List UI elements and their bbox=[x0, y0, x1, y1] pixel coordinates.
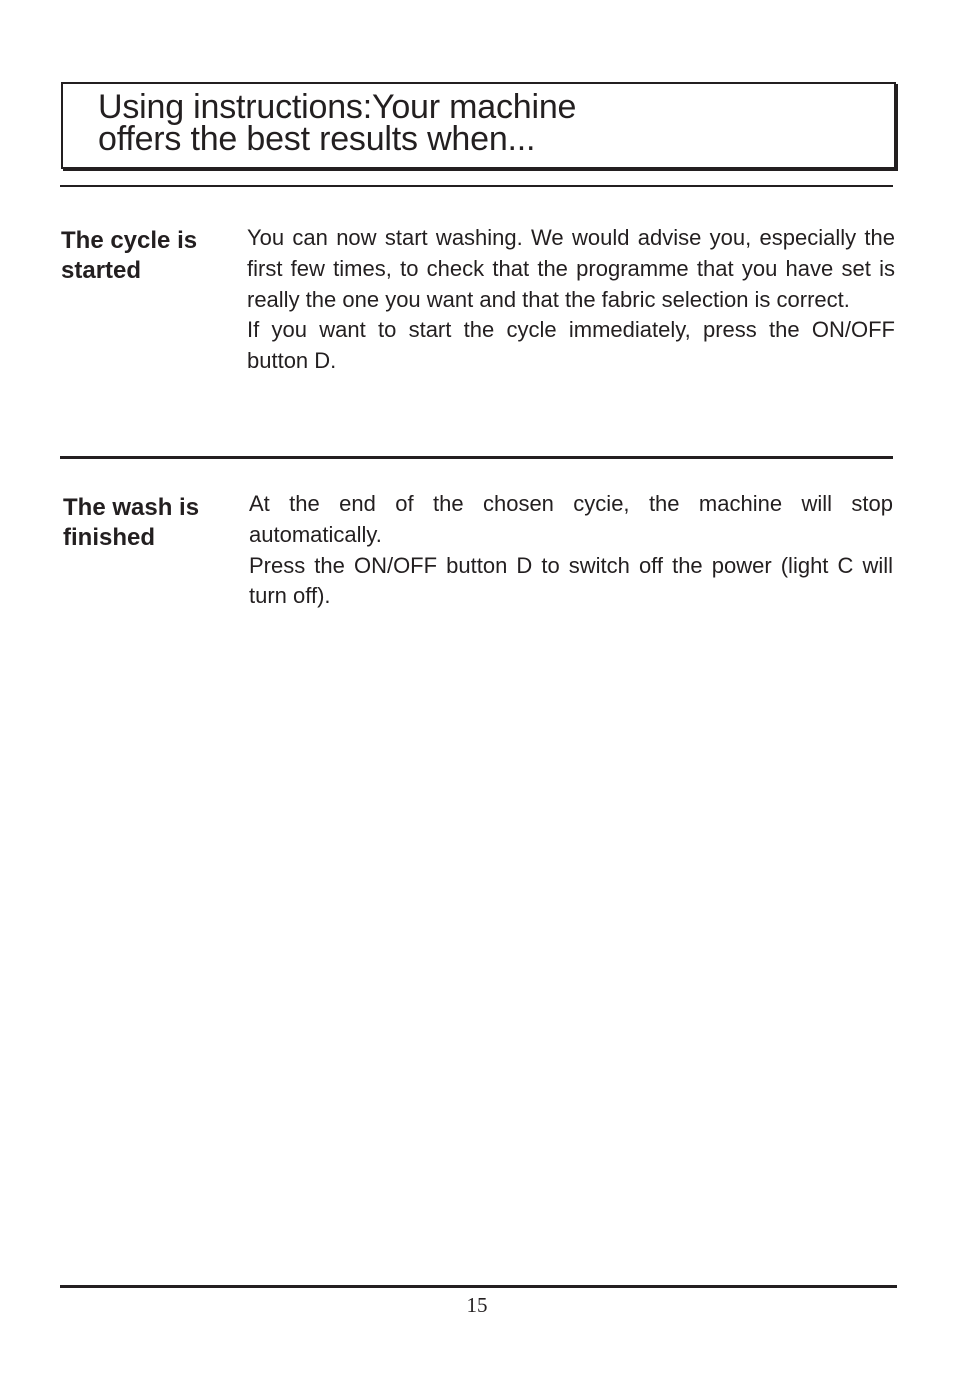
page-title-box bbox=[61, 82, 896, 169]
paragraph: At the end of the chosen cycie, the machine will stop automatically. bbox=[249, 491, 893, 547]
page-title-line-2: offers the best results when... bbox=[98, 120, 536, 158]
divider-middle bbox=[60, 456, 893, 459]
paragraph: You can now start washing. We would advise you, especially the first few times, to check that the programme that you have set is really the one you want and that the fabric selection is correct. bbox=[247, 225, 895, 312]
section-body-wash-finished bbox=[249, 489, 893, 612]
page-title-line-1: Using instructions:Your machine bbox=[98, 88, 577, 126]
divider-footer bbox=[60, 1285, 897, 1288]
page-number: 15 bbox=[466, 1293, 488, 1317]
divider-top bbox=[60, 185, 893, 187]
paragraph: If you want to start the cycle immediately, press the ON/OFF button D. bbox=[247, 317, 895, 374]
section-body-cycle-started bbox=[247, 223, 895, 377]
section-heading-cycle-started: The cycle is started bbox=[61, 227, 198, 284]
paragraph: Press the ON/OFF button D to switch off the power (light C will turn off). bbox=[249, 552, 893, 609]
section-heading-wash-finished: The wash is finished bbox=[63, 494, 200, 551]
